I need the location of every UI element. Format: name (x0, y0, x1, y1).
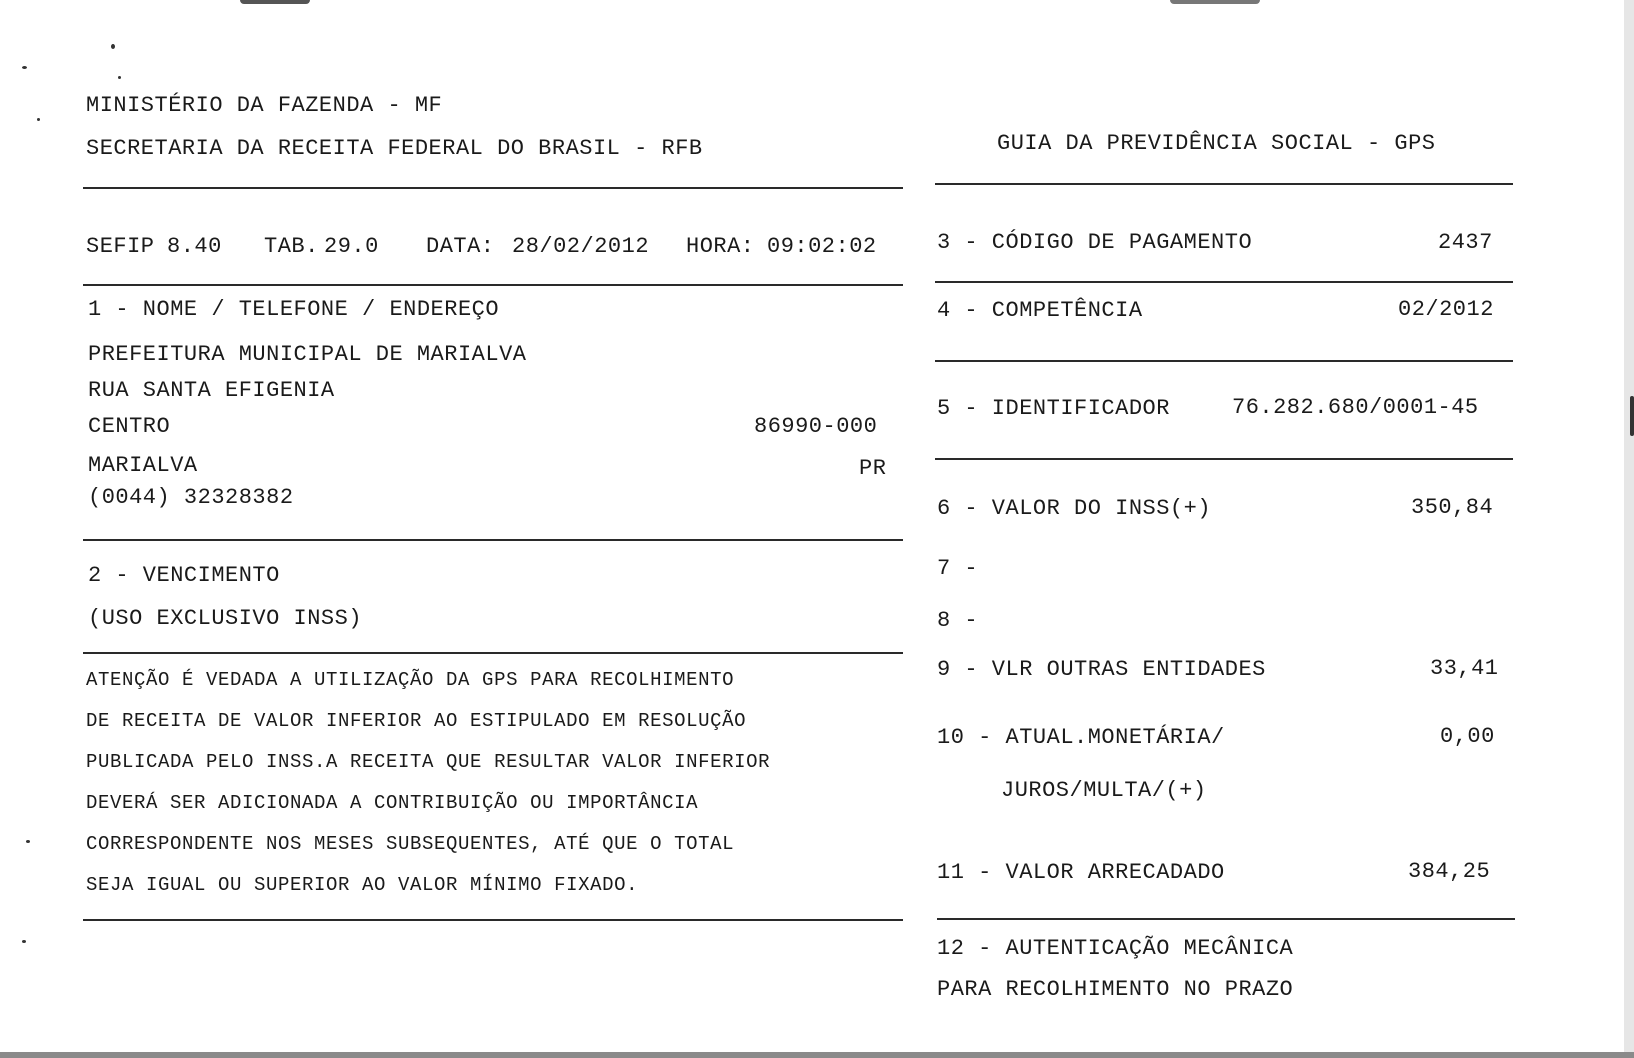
time-value: 09:02:02 (767, 234, 877, 259)
tab-version: 29.0 (324, 234, 379, 259)
scan-top-edge (1170, 0, 1260, 4)
payer-zip: 86990-000 (754, 414, 878, 439)
field-12-note: PARA RECOLHIMENTO NO PRAZO (937, 977, 1294, 1002)
notice-line: CORRESPONDENTE NOS MESES SUBSEQUENTES, ATÉ QUE O TOTAL (86, 833, 735, 855)
field-10-label-continued: JUROS/MULTA/(+) (1001, 778, 1207, 803)
scan-top-edge (240, 0, 310, 4)
field-11-label: 11 - VALOR ARRECADADO (937, 860, 1225, 885)
field-3-value: 2437 (1438, 230, 1493, 255)
field-3-label: 3 - CÓDIGO DE PAGAMENTO (937, 230, 1253, 255)
payer-district: CENTRO (88, 414, 171, 439)
scan-speck (26, 840, 30, 843)
divider (83, 652, 903, 654)
divider (937, 918, 1515, 920)
notice-line: SEJA IGUAL OU SUPERIOR AO VALOR MÍNIMO FIXADO. (86, 874, 639, 896)
scan-right-edge (1624, 0, 1634, 1058)
field-8-label: 8 - (937, 608, 979, 633)
scan-speck (118, 76, 121, 79)
notice-line: DE RECEITA DE VALOR INFERIOR AO ESTIPULADO EM RESOLUÇÃO (86, 710, 747, 732)
sefip-version: 8.40 (167, 234, 222, 259)
divider (935, 281, 1513, 283)
divider (83, 539, 903, 541)
ministry-title: MINISTÉRIO DA FAZENDA - MF (86, 93, 443, 118)
field-2-note: (USO EXCLUSIVO INSS) (88, 606, 363, 631)
field-9-value: 33,41 (1430, 656, 1499, 681)
payer-street: RUA SANTA EFIGENIA (88, 378, 335, 403)
divider (935, 458, 1513, 460)
field-10-label: 10 - ATUAL.MONETÁRIA/ (937, 725, 1225, 750)
scan-speck (22, 940, 26, 943)
field-2-label: 2 - VENCIMENTO (88, 563, 280, 588)
scan-speck (22, 66, 27, 69)
tab-label: TAB. (264, 234, 319, 259)
secretariat-title: SECRETARIA DA RECEITA FEDERAL DO BRASIL - RFB (86, 136, 703, 161)
field-9-label: 9 - VLR OUTRAS ENTIDADES (937, 657, 1266, 682)
date-value: 28/02/2012 (512, 234, 650, 259)
date-label: DATA: (426, 234, 495, 259)
scan-speck (37, 118, 40, 121)
form-title: GUIA DA PREVIDÊNCIA SOCIAL - GPS (997, 131, 1436, 156)
payer-state: PR (859, 456, 887, 481)
scan-speck (1630, 396, 1634, 436)
field-11-value: 384,25 (1408, 859, 1491, 884)
field-1-label: 1 - NOME / TELEFONE / ENDEREÇO (88, 297, 500, 322)
divider (83, 284, 903, 286)
divider (83, 919, 903, 921)
field-6-label: 6 - VALOR DO INSS(+) (937, 496, 1212, 521)
field-10-value: 0,00 (1440, 724, 1495, 749)
scan-speck (111, 44, 115, 49)
notice-line: DEVERÁ SER ADICIONADA A CONTRIBUIÇÃO OU IMPORTÂNCIA (86, 792, 699, 814)
scan-bottom-edge (0, 1052, 1634, 1058)
payer-name: PREFEITURA MUNICIPAL DE MARIALVA (88, 342, 527, 367)
field-5-label: 5 - IDENTIFICADOR (937, 396, 1170, 421)
field-4-label: 4 - COMPETÊNCIA (937, 298, 1143, 323)
divider (935, 183, 1513, 185)
field-12-label: 12 - AUTENTICAÇÃO MECÂNICA (937, 936, 1294, 961)
field-5-value: 76.282.680/0001-45 (1232, 395, 1479, 420)
payer-city: MARIALVA (88, 453, 198, 478)
payer-phone: (0044) 32328382 (88, 485, 294, 510)
time-label: HORA: (686, 234, 755, 259)
field-4-value: 02/2012 (1398, 297, 1494, 322)
divider (83, 187, 903, 189)
field-7-label: 7 - (937, 556, 979, 581)
notice-line: PUBLICADA PELO INSS.A RECEITA QUE RESULTAR VALOR INFERIOR (86, 751, 771, 773)
divider (935, 360, 1513, 362)
notice-line: ATENÇÃO É VEDADA A UTILIZAÇÃO DA GPS PARA RECOLHIMENTO (86, 669, 735, 691)
sefip-label: SEFIP (86, 234, 155, 259)
field-6-value: 350,84 (1411, 495, 1494, 520)
